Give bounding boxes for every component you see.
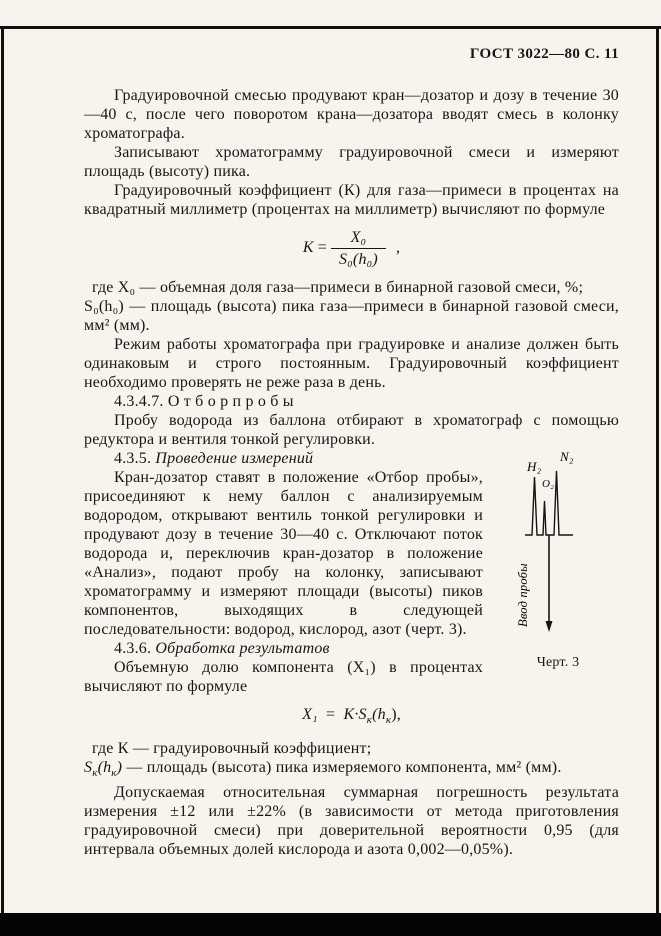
formula2-coefficient: K·S xyxy=(343,706,367,723)
paragraph-purge: Градуировочной смесью продувают кран—дозатор и дозу в течение 30—40 с, после чего поворотом крана—дозатора вводят смесь в колонку хроматографа. xyxy=(84,87,619,142)
paragraph-measurement-procedure: Кран-дозатор ставят в положение «Отбор пробы», присоединяют к нему баллон с анализируемым водородом, открывают вентиль тонкой регулировки и продувают дозу в течение 30—40 с. Отключают поток водорода и, переключив кран-дозатор в положение «Анализ», подают пробу на колонку, записывают хроматограмму и измеряют площади (высоты) пиков компонентов, выходящих в следующей последовательности: водород, кислород, азот (черт. 3). xyxy=(84,469,483,638)
section-4-3-6-number: 4.3.6. xyxy=(114,640,152,657)
chromatogram-figure xyxy=(497,449,619,672)
section-4-3-4-7-number: 4.3.4.7. xyxy=(114,393,164,410)
paragraph-calibration-coefficient: Градуировочный коэффициент (К) для газа—примеси в процентах на квадратный миллиметр (процентах на миллиметр) вычисляют по формуле xyxy=(84,182,619,218)
peak-label-h2: H₂ xyxy=(527,459,542,474)
document-header: ГОСТ 3022—80 С. 11 xyxy=(469,46,619,62)
formula2-equals: = xyxy=(321,706,340,723)
chromatogram-drawing xyxy=(497,449,619,641)
peak-label-n2: N₂ xyxy=(560,449,574,464)
formula2-close: ), xyxy=(391,706,401,723)
formula2-sub-k2: к xyxy=(385,714,392,727)
page-border-top xyxy=(0,26,661,29)
paragraph-volume-fraction: Объемную долю компонента (X₁) в процентах вычисляют по формуле xyxy=(84,659,483,695)
paragraph-allowed-error: Допускаемая относительная суммарная погрешность результата измерения ±12 или ±22% (в зависимости от метода приготовления градуировочной смеси) при доверительной вероятности 0,95 (для интервала объемных долей кислорода и азота 0,002—0,05%). xyxy=(84,784,619,859)
where-definition-x0: где X₀ — объемная доля газа—примеси в бинарной газовой смеси, %; xyxy=(92,279,584,296)
formula1-lhs: K xyxy=(302,239,314,257)
formula2-expression xyxy=(302,706,401,727)
paragraph-record-chromatogram: Записывают хроматограмму градуировочной смеси и измеряют площадь (высоту) пика. xyxy=(84,144,619,180)
scan-bottom-bar xyxy=(0,913,661,936)
where-definition-k: где К — градуировочный коэффициент; xyxy=(92,740,372,758)
where-sk-definition: — площадь (высота) пика измеряемого компонента, мм² (мм). xyxy=(122,759,562,777)
formula2-argument: (h xyxy=(372,706,386,723)
section-4-3-4-7-title: О т б о р п р о б ы xyxy=(167,393,294,410)
section-4-3-5-title: Проведение измерений xyxy=(155,450,314,467)
injection-axis-label: Ввод пробы xyxy=(516,563,530,627)
page-content xyxy=(84,86,619,896)
where-definition-sk xyxy=(84,758,619,783)
section-4-3-6-title: Обработка результатов xyxy=(155,640,330,657)
where-definition-s0: S₀(h₀) — площадь (высота) пика газа—примеси в бинарной газовой смеси, мм² (мм). xyxy=(84,298,619,334)
peak-label-o2: O₂ xyxy=(542,478,555,490)
paragraph-sampling: Пробу водорода из баллона отбирают в хроматограф с помощью редуктора и вентиля тонкой регулировки. xyxy=(84,412,619,448)
formula1-comma: , xyxy=(395,239,401,257)
where-sk-mid: (h xyxy=(97,759,112,777)
where-sk-close: ) xyxy=(116,759,123,777)
where-sk-term xyxy=(84,759,123,780)
where-sk-base: S xyxy=(84,759,93,777)
where-sk-sub2: к xyxy=(111,767,117,780)
formula-calibration-coefficient xyxy=(84,228,619,269)
section-4-3-4-7 xyxy=(84,392,619,411)
section-4-3-5-number: 4.3.5. xyxy=(114,450,152,467)
page-border-right xyxy=(656,26,659,936)
formula1-numerator: X₀ xyxy=(331,228,386,249)
formula1-equals: = xyxy=(317,239,327,257)
formula-component-fraction xyxy=(84,705,619,730)
formula1-denominator: S₀(h₀) xyxy=(338,251,378,268)
where-sk-sub1: к xyxy=(92,767,98,780)
paragraph-regime: Режим работы хроматографа при градуировке и анализе должен быть одинаковым и строго постоянным. Градуировочный коэффициент необходимо проверять не реже раза в день. xyxy=(84,336,619,391)
injection-arrow-icon xyxy=(546,621,553,632)
figure-caption: Черт. 3 xyxy=(536,655,580,670)
formula2-variable: X₁ xyxy=(302,706,318,723)
page-border-left xyxy=(1,26,4,936)
formula1-fraction xyxy=(331,228,386,269)
formula2-sub-k1: к xyxy=(366,714,373,727)
